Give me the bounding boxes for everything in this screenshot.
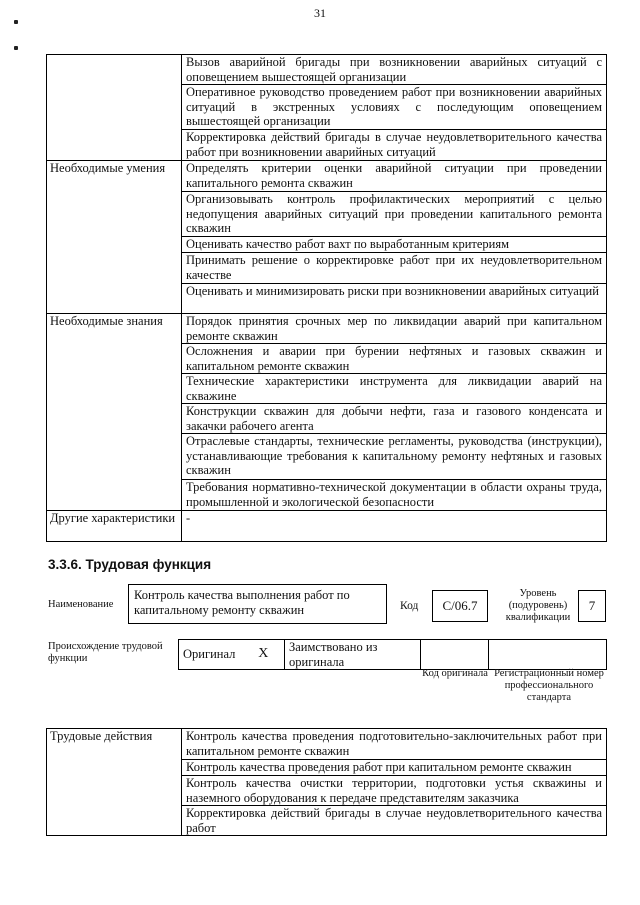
code-value: C/06.7 [432,590,488,622]
page-number: 31 [314,6,326,20]
table-cell: Конструкции скважин для добычи нефти, газа и газового конденсата и закачки рабочего агента [182,404,607,434]
table-cell: Контроль качества очистки территории, подготовки устья скважины и наземного оборудования к передаче представителям заказчика [182,776,607,806]
reg-number-label: Регистрационный номер профессионального стандарта [494,668,604,703]
table-cell: - [182,511,607,542]
borrowed-label: Заимствовано из оригинала [285,640,421,670]
table-cell: Порядок принятия срочных мер по ликвидации аварий при капитальном ремонте скважин [182,314,607,344]
table-cell: Корректировка действий бригады в случае неудовлетворительного качества работ при возникновении аварийных ситуаций [182,130,607,161]
table-cell: Оценивать качество работ вахт по выработанным критериям [182,237,607,253]
name-label: Наименование [48,599,114,610]
origin-table [178,639,607,670]
table-cell: Корректировка действий бригады в случае неудовлетворительного качества работ [182,806,607,836]
table-cell: Оценивать и минимизировать риски при возникновении аварийных ситуаций [182,284,607,314]
table-cell: Технические характеристики инструмента для ликвидации аварий на скважине [182,374,607,404]
code-original-label: Код оригинала [422,668,488,679]
name-value: Контроль качества выполнения работ по капитальному ремонту скважин [128,584,387,624]
origin-label: Происхождение трудовой функции [48,641,163,664]
row-label [47,55,182,161]
requirements-table [46,54,607,542]
row-label-skills: Необходимые умения [47,161,182,314]
row-label-knowledge: Необходимые знания [47,314,182,511]
scan-mark [14,46,18,50]
row-label-actions: Трудовые действия [47,729,182,836]
code-label: Код [400,600,419,612]
original-mark: X [243,640,285,670]
original-label: Оригинал [179,640,243,670]
table-cell: Определять критерии оценки аварийной ситуации при проведении капитального ремонта скважин [182,161,607,192]
table-cell: Организовывать контроль профилактических мероприятий с целью недопущения аварийных ситуаций при проведении капитального ремонта скважин [182,192,607,237]
labor-actions-table [46,728,607,836]
table-cell: Осложнения и аварии при бурении нефтяных и газовых скважин и капитальном ремонте скважин [182,344,607,374]
level-value: 7 [578,590,606,622]
code-original-cell [421,640,489,670]
reg-number-cell [489,640,607,670]
table-cell: Требования нормативно-технической документации в области охраны труда, промышленной и экологической безопасности [182,480,607,511]
level-label: Уровень (подуровень) квалификации [505,588,571,623]
table-cell: Принимать решение о корректировке работ при их неудовлетворительном качестве [182,253,607,284]
table-cell: Контроль качества проведения работ при капитальном ремонте скважин [182,760,607,776]
table-cell: Оперативное руководство проведением работ при возникновении аварийных ситуаций в экстренных условиях с последующим оповещением вышестоящей организации [182,85,607,130]
scan-mark [14,20,18,24]
table-cell: Вызов аварийной бригады при возникновении аварийных ситуаций с оповещением вышестоящей организации [182,55,607,85]
section-heading: 3.3.6. Трудовая функция [48,557,212,572]
table-cell: Контроль качества проведения подготовительно-заключительных работ при капитальном ремонте скважин [182,729,607,760]
table-cell: Отраслевые стандарты, технические регламенты, руководства (инструкции), устанавливающие требования к капитальному ремонту нефтяных и газовых скважин [182,434,607,480]
row-label-other: Другие характеристики [47,511,182,542]
